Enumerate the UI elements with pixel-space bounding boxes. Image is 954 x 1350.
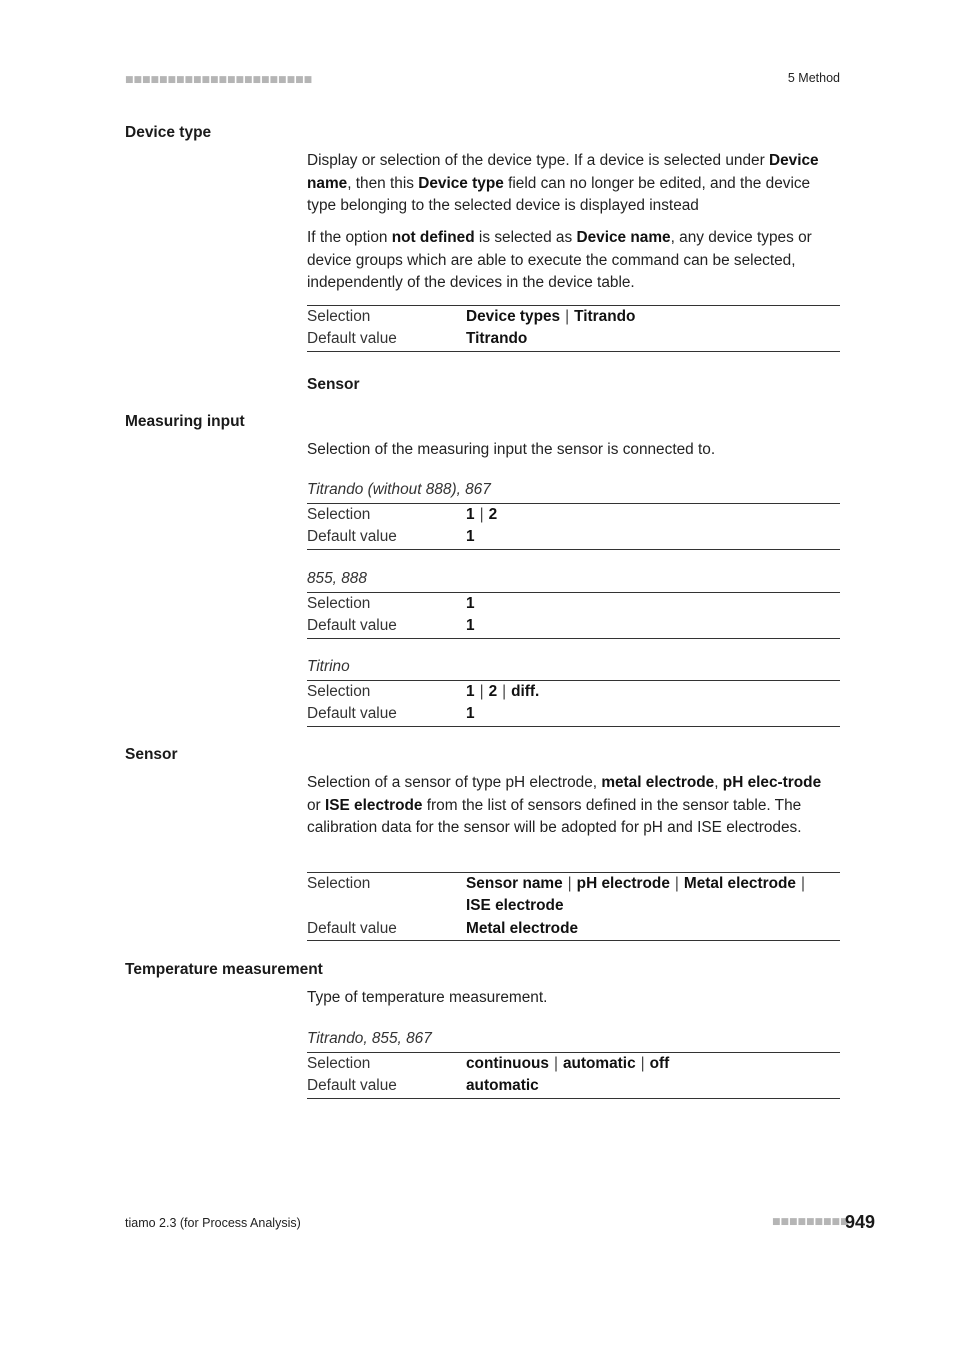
default-row <box>307 615 840 637</box>
selection-row <box>307 306 840 328</box>
header-decoration: ■■■■■■■■■■■■■■■■■■■■■■ <box>125 75 313 85</box>
selection-label: Selection <box>307 506 371 523</box>
table-caption: Titrino <box>307 658 350 675</box>
default-row <box>307 328 840 350</box>
default-row <box>307 703 840 725</box>
table-caption: Titrando, 855, 867 <box>307 1030 432 1047</box>
default-row <box>307 1075 840 1097</box>
sensor-subheading: Sensor <box>307 376 360 393</box>
selection-values: continuous | automatic | off <box>466 1055 670 1072</box>
sensor-heading: Sensor <box>125 746 178 763</box>
temperature-description: Type of temperature measurement. <box>307 989 548 1006</box>
selection-values: Sensor name | pH electrode | Metal electrode | ISE electrode <box>466 875 805 915</box>
default-value: Titrando <box>466 330 528 348</box>
measuring-input-table-855 <box>307 592 840 639</box>
selection-values: Device types | Titrando <box>466 308 636 325</box>
device-type-table <box>307 305 840 352</box>
sensor-table <box>307 872 840 941</box>
selection-label: Selection <box>307 308 371 325</box>
device-type-paragraph-2: If the option not defined is selected as Device name, any device types or device groups which are able to execute the command can be selected, independently of the devices in the device table. <box>307 229 812 292</box>
selection-row <box>307 504 840 526</box>
default-value: 1 <box>466 528 475 546</box>
measuring-input-heading: Measuring input <box>125 413 245 430</box>
measuring-input-table-titrino <box>307 680 840 727</box>
measuring-input-table-titrando <box>307 503 840 550</box>
table-caption: 855, 888 <box>307 570 367 587</box>
page-number: 949 <box>845 1212 876 1232</box>
selection-label: Selection <box>307 1055 371 1072</box>
selection-label: Selection <box>307 595 371 612</box>
temperature-table <box>307 1052 840 1099</box>
selection-label: Selection <box>307 875 371 892</box>
selection-row <box>307 593 840 615</box>
default-label: Default value <box>307 1077 397 1095</box>
default-value: automatic <box>466 1077 539 1095</box>
default-row <box>307 918 840 940</box>
selection-row <box>307 1053 840 1075</box>
default-label: Default value <box>307 919 397 937</box>
selection-row <box>307 873 840 918</box>
table-caption: Titrando (without 888), 867 <box>307 481 491 498</box>
default-label: Default value <box>307 528 397 546</box>
default-value: 1 <box>466 617 475 635</box>
device-type-paragraph-1: Display or selection of the device type. If a device is selected under Device name, then this Device type field can no longer be edited, and the device type belonging to the selected device is displayed instead <box>307 152 819 215</box>
device-type-heading: Device type <box>125 124 212 141</box>
default-row <box>307 526 840 548</box>
footer-product: tiamo 2.3 (for Process Analysis) <box>125 1216 301 1230</box>
sensor-paragraph: Selection of a sensor of type pH electrode, metal electrode, pH elec-trode or ISE electrode from the list of sensors defined in the sensor table. The calibration data for the sensor will be adopted for pH and ISE electrodes. <box>307 774 822 837</box>
selection-values: 1 | 2 <box>466 506 498 523</box>
default-value: Metal electrode <box>466 919 579 937</box>
chapter-label: 5 Method <box>787 71 840 85</box>
default-label: Default value <box>307 330 397 348</box>
selection-values: 1 <box>466 595 475 612</box>
default-label: Default value <box>307 705 397 723</box>
selection-row <box>307 681 840 703</box>
measuring-input-description: Selection of the measuring input the sensor is connected to. <box>307 441 716 458</box>
default-label: Default value <box>307 617 397 635</box>
default-value: 1 <box>466 705 475 723</box>
temperature-heading: Temperature measurement <box>125 961 323 978</box>
selection-label: Selection <box>307 683 371 700</box>
footer-decoration: ■■■■■■■■■ <box>772 1217 849 1227</box>
selection-values: 1 | 2 | diff. <box>466 683 540 700</box>
